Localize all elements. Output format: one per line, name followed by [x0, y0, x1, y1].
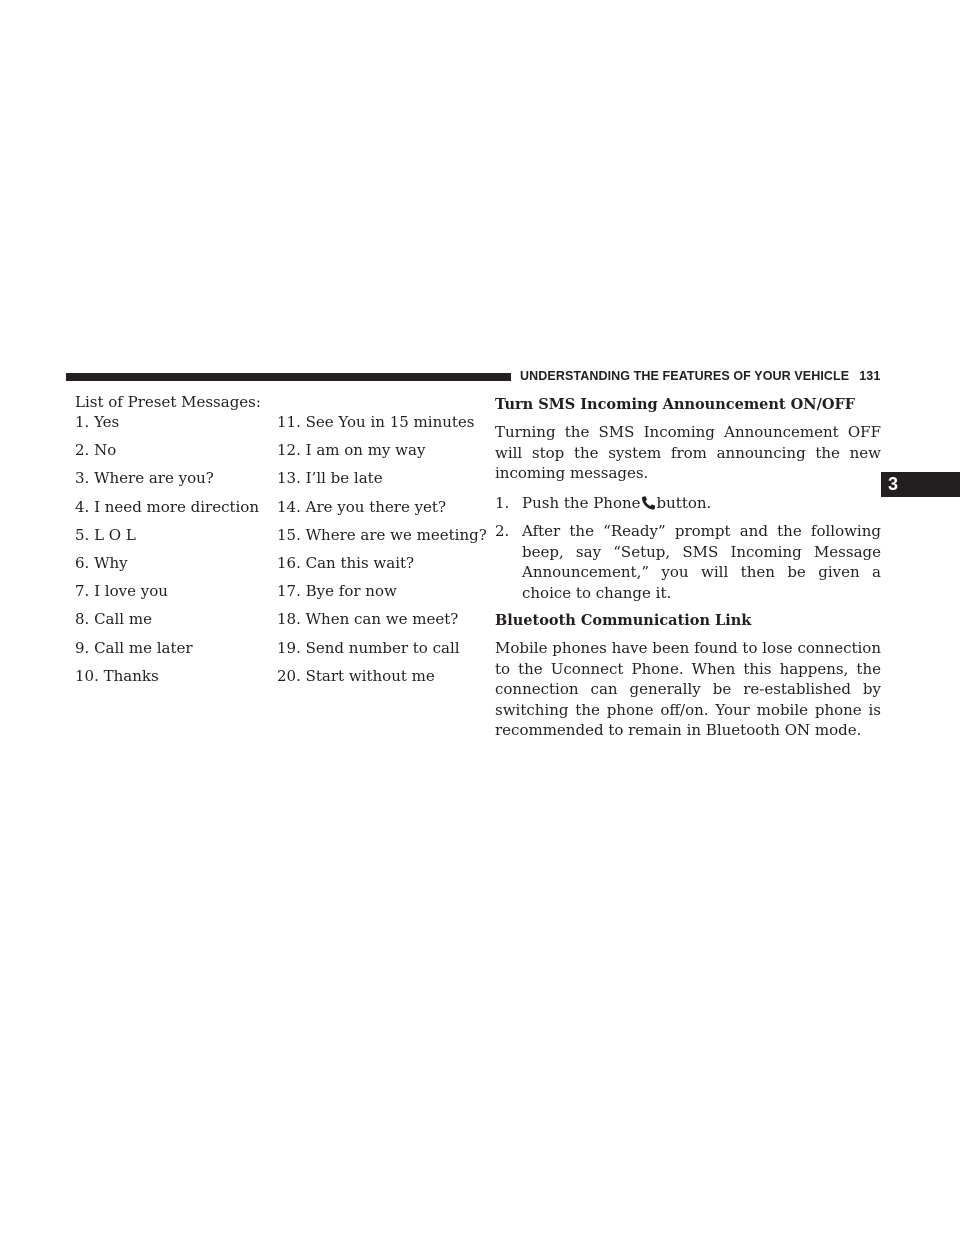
list-item: 19. Send number to call	[277, 638, 460, 657]
chapter-number: 3	[888, 474, 899, 494]
preset-list-left	[75, 412, 259, 694]
sms-section-heading: Turn SMS Incoming Announcement ON/OFF	[495, 396, 856, 413]
list-item: 15. Where are we meeting?	[277, 525, 487, 544]
list-item: 9. Call me later	[75, 638, 193, 657]
step-1-text-before: Push the Phone	[522, 493, 641, 512]
list-item: 6. Why	[75, 553, 128, 572]
header-rule	[66, 373, 511, 381]
step-number: 1.	[495, 493, 510, 512]
list-item: 13. I’ll be late	[277, 469, 383, 488]
right-column	[495, 395, 881, 750]
chapter-tab	[881, 472, 960, 497]
list-item: 7. I love you	[75, 582, 168, 601]
list-item: 11. See You in 15 minutes	[277, 413, 475, 431]
step-2-text: After the “Ready” prompt and the following beep, say “Setup, SMS Incoming Message Announcement,” you will then be given a choice to change it.	[522, 522, 881, 602]
list-item: 2. No	[75, 441, 117, 460]
list-item: 16. Can this wait?	[277, 553, 415, 572]
running-header	[520, 369, 880, 383]
list-item: 1. Yes	[75, 413, 120, 431]
step-1-text-after: button.	[656, 493, 712, 512]
list-item: 20. Start without me	[277, 666, 435, 685]
bluetooth-paragraph: Mobile phones have been found to lose connection to the Uconnect Phone. When this happens, the connection can generally be re-established by switching the phone off/on. Your mobile phone is recommended to remain in Bluetooth ON mode.	[495, 639, 881, 739]
step-1	[495, 493, 881, 514]
sms-intro-paragraph: Turning the SMS Incoming Announcement OFF will stop the system from announcing the new incoming messages.	[495, 423, 881, 482]
list-item: 10. Thanks	[75, 666, 159, 685]
list-item: 17. Bye for now	[277, 582, 397, 601]
list-item: 4. I need more direction	[75, 497, 259, 516]
bluetooth-section-heading: Bluetooth Communication Link	[495, 612, 752, 629]
list-item: 18. When can we meet?	[277, 610, 459, 629]
header-section-title: UNDERSTANDING THE FEATURES OF YOUR VEHICLE	[520, 369, 850, 383]
list-item: 5. L O L	[75, 525, 136, 544]
preset-list-right	[277, 412, 487, 694]
list-item: 8. Call me	[75, 610, 152, 629]
list-item: 3. Where are you?	[75, 469, 214, 488]
preset-list-title: List of Preset Messages:	[75, 393, 261, 411]
step-2	[495, 521, 881, 603]
list-item: 12. I am on my way	[277, 441, 426, 460]
step-number: 2.	[495, 522, 510, 540]
phone-icon	[641, 496, 657, 510]
list-item: 14. Are you there yet?	[277, 497, 447, 516]
page-number: 131	[859, 369, 881, 383]
